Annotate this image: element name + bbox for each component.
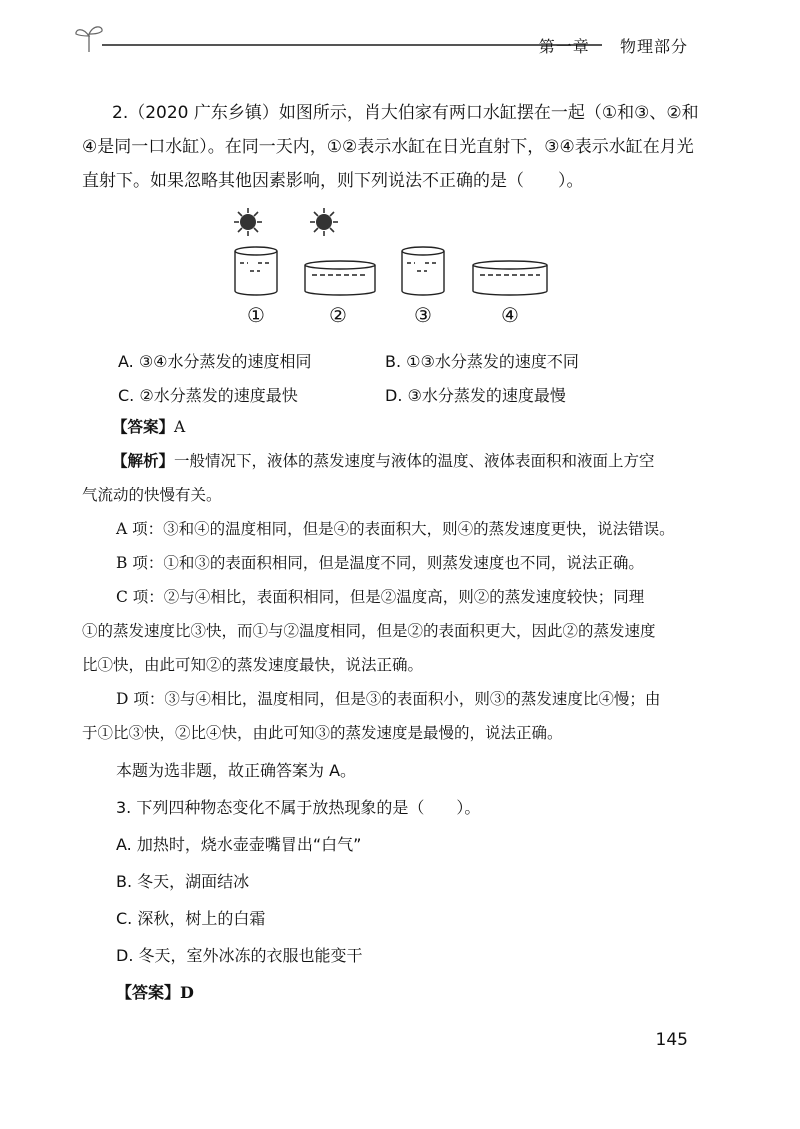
analysis-item-a: A 项：③和④的温度相同，但是④的表面积大，则④的蒸发速度更快，说法错误。 bbox=[116, 520, 675, 538]
water-tank-figure bbox=[226, 205, 556, 335]
question-2-line: 2.（2020 广东乡镇）如图所示，肖大伯家有两口水缸摆在一起（①和③、②和 bbox=[112, 103, 699, 123]
answer-line bbox=[82, 410, 712, 444]
option-c: C. ②水分蒸发的速度最快 bbox=[118, 386, 298, 405]
sprout-icon bbox=[72, 22, 106, 56]
analysis-item-c: ①的蒸发速度比③快，而①与②温度相同，但是②的表面积更大，因此②的蒸发速度 bbox=[82, 622, 656, 640]
option-d: D. ③水分蒸发的速度最慢 bbox=[385, 386, 566, 405]
section-title: 物理部分 bbox=[619, 37, 688, 56]
sun-icon bbox=[234, 208, 262, 236]
q3-option-d: D. 冬天，室外冰冻的衣服也能变干 bbox=[116, 946, 363, 965]
moon-icon bbox=[398, 210, 410, 234]
analysis-text: 一般情况下，液体的蒸发速度与液体的温度、液体表面积和液面上方空 bbox=[174, 452, 655, 470]
analysis-line bbox=[82, 444, 712, 478]
tank-4 bbox=[473, 261, 547, 295]
moon-icon bbox=[494, 210, 506, 234]
figure-label-3: ③ bbox=[414, 303, 432, 327]
question-2-line: 直射下。如果忽略其他因素影响，则下列说法不正确的是（ ）。 bbox=[82, 171, 584, 191]
chapter-number: 第一章 bbox=[538, 37, 590, 56]
analysis-item-d: 于①比③快，②比④快，由此可知③的蒸发速度是最慢的，说法正确。 bbox=[82, 724, 563, 742]
tank-1 bbox=[235, 247, 277, 295]
question-2-solution bbox=[82, 410, 712, 750]
question-2-options bbox=[118, 345, 658, 413]
analysis-item-c: 比①快，由此可知②的蒸发速度最快，说法正确。 bbox=[82, 656, 424, 674]
analysis-item-c: C 项：②与④相比，表面积相同，但是②温度高，则②的蒸发速度较快；同理 bbox=[116, 588, 645, 606]
analysis-text: 气流动的快慢有关。 bbox=[82, 486, 222, 504]
q3-option-c: C. 深秋，树上的白霜 bbox=[116, 909, 266, 928]
answer-value: D bbox=[180, 983, 194, 1002]
chapter-heading bbox=[539, 34, 688, 57]
q3-answer-line bbox=[116, 974, 676, 1011]
sun-icon bbox=[310, 208, 338, 236]
q3-option-b: B. 冬天，湖面结冰 bbox=[116, 872, 250, 891]
q3-option-a: A. 加热时，烧水壶壶嘴冒出“白气” bbox=[116, 835, 362, 854]
analysis-item-d: D 项：③与④相比，温度相同，但是③的表面积小，则③的蒸发速度比④慢；由 bbox=[116, 690, 661, 708]
answer-label: 【答案】 bbox=[112, 418, 175, 436]
option-b: B. ①③水分蒸发的速度不同 bbox=[385, 352, 579, 371]
page-header bbox=[72, 22, 692, 62]
answer-label: 【答案】 bbox=[116, 983, 181, 1002]
header-rule bbox=[102, 44, 602, 46]
figure-label-1: ① bbox=[247, 303, 265, 327]
figure-label-4: ④ bbox=[501, 303, 519, 327]
analysis-label: 【解析】 bbox=[112, 452, 175, 470]
page-number: 145 bbox=[655, 1030, 688, 1050]
question-3-block bbox=[116, 752, 676, 1011]
answer-value: A bbox=[174, 418, 186, 436]
conclusion-text: 本题为选非题，故正确答案为 A。 bbox=[116, 761, 357, 780]
analysis-item-b: B 项：①和③的表面积相同，但是温度不同，则蒸发速度也不同，说法正确。 bbox=[116, 554, 644, 572]
tank-2 bbox=[305, 261, 375, 295]
question-3-stem: 3. 下列四种物态变化不属于放热现象的是（ ）。 bbox=[116, 798, 481, 817]
figure-label-2: ② bbox=[329, 303, 347, 327]
question-2-stem bbox=[82, 96, 702, 198]
option-a: A. ③④水分蒸发的速度相同 bbox=[118, 352, 312, 371]
question-2-line: ④是同一口水缸）。在同一天内，①②表示水缸在日光直射下，③④表示水缸在月光 bbox=[82, 137, 694, 157]
tank-3 bbox=[402, 247, 444, 295]
